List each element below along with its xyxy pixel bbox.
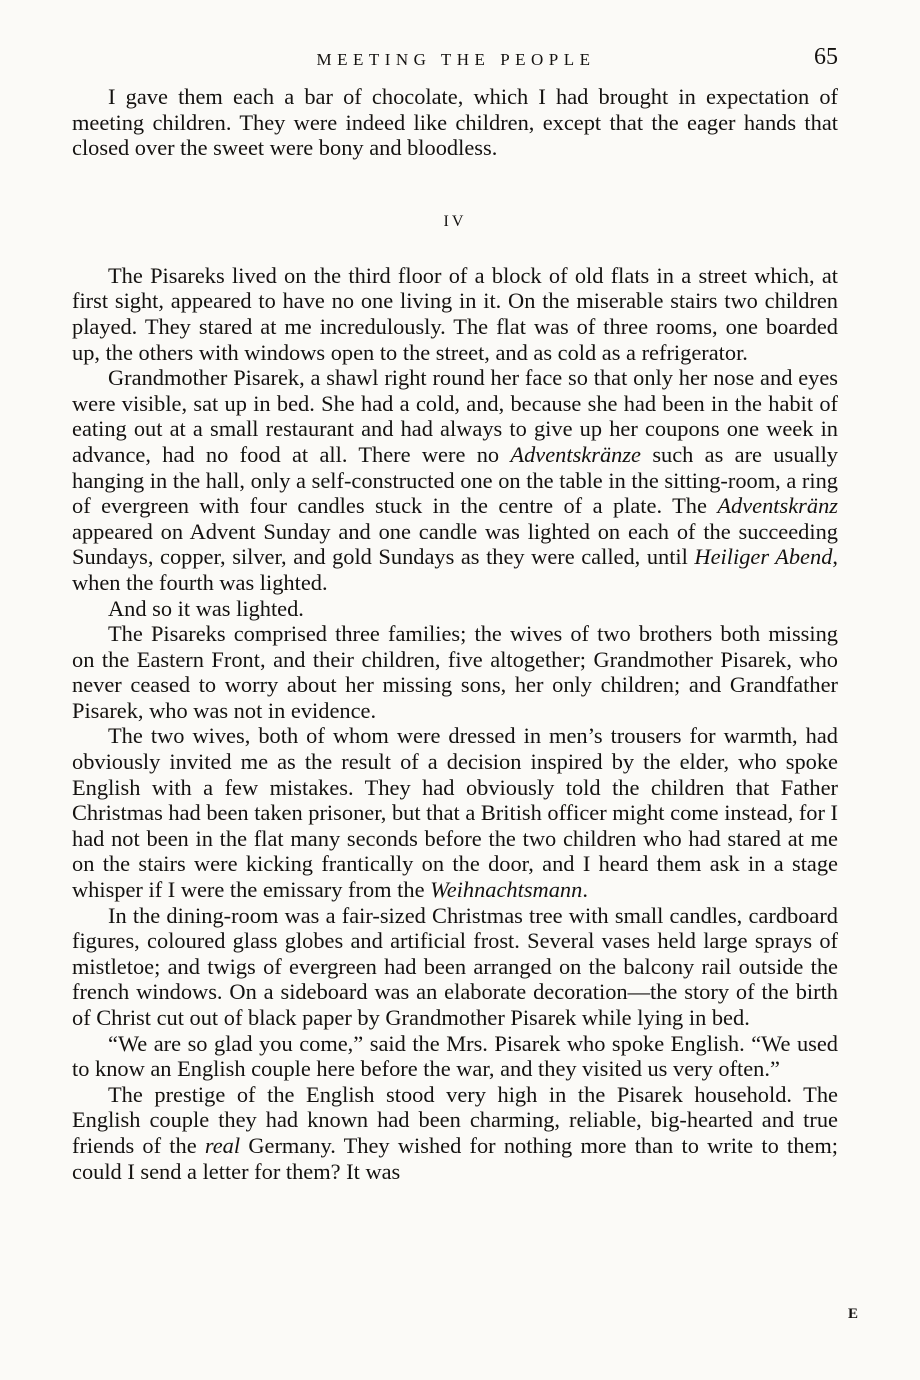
text-run: Germany. They wished for nothing more than to write to them; could I send a letter for them? It was <box>72 1132 838 1184</box>
text-run: The Pisareks comprised three families; the wives of two brothers both missing on the Eastern Front, and their children, five altogether; Grandmother Pisarek, who never ceased to worry about her missing sons, her only children; and Grandfather Pisarek, who was not in evidence. <box>72 621 838 723</box>
paragraph <box>72 365 838 595</box>
paragraph <box>72 903 838 1031</box>
italic-text: Adventskränz <box>717 493 838 519</box>
text-run: And so it was lighted. <box>108 595 304 621</box>
italic-text: Weihnachtsmann <box>430 877 583 903</box>
text-run: In the dining-room was a fair-sized Christmas tree with small candles, cardboard figures, coloured glass globes and artificial frost. Several vases held large sprays of mistletoe; and twigs of evergreen had been arranged on the balcony rail outside the french windows. On a sideboard was an elaborate decoration—the story of the birth of Christ cut out of black paper by Grandmother Pisarek while lying in bed. <box>72 902 838 1030</box>
paragraph <box>72 723 838 902</box>
text-run: Grandmother Pisarek, a shawl right round her face so that only her nose and eyes were visible, sat up in bed. She had a cold, and, because she had been in the habit of eating out at a small restaurant and had always to give up her coupons one week in advance, had no food at all. There were no <box>72 365 838 467</box>
paragraph <box>72 621 838 723</box>
text-run: appeared on Advent Sunday and one candle was lighted on each of the succeeding Sundays, copper, silver, and gold Sundays as they were called, until <box>72 518 838 570</box>
text-run: The Pisareks lived on the third floor of a block of old flats in a street which, at first sight, appeared to have no one living in it. On the miserable stairs two children played. They stared at me incredulously. The flat was of three rooms, one boarded up, the others with windows open to the street, and as cold as a refrigerator. <box>72 262 838 365</box>
paragraph <box>72 1082 838 1184</box>
text-run: . <box>582 877 588 903</box>
paragraph <box>72 596 838 622</box>
paragraph <box>72 84 838 161</box>
text-run: “We are so glad you come,” said the Mrs. Pisarek who spoke English. “We used to know an English couple here before the war, and they visited us very often.” <box>72 1030 838 1082</box>
text-run: , when the fourth was lighted. <box>72 544 838 595</box>
running-head <box>72 44 840 76</box>
italic-text: Heiliger Abend <box>694 544 833 570</box>
text-run: The two wives, both of whom were dressed in men’s trousers for warmth, had obviously invited me as the result of a decision inspired by the elder, who spoke English with a few mistakes. They had obviously told the children that Father Christmas had been taken prisoner, but that a British officer might come instead, for I had not been in the flat many seconds before the two children who had stared at me on the stairs were kicking frantically on the door, and I heard them ask in a stage whisper if I were the emissary from the <box>72 723 838 903</box>
signature-mark: E <box>847 1306 858 1322</box>
italic-text: Adventskränze <box>510 441 641 467</box>
running-title: MEETING THE PEOPLE <box>316 50 596 69</box>
text-run: such as are usually hanging in the hall, only a self-constructed one on the table in the sitting-room, a ring of evergreen with four candles stuck in the centre of a plate. The <box>72 441 838 519</box>
text-run: I gave them each a bar of chocolate, which I had brought in expectation of meeting children. They were indeed like children, except that the eager hands that closed over the sweet were bony and bloodless. <box>72 84 838 161</box>
paragraph <box>72 1031 838 1082</box>
text-run: The prestige of the English stood very high in the Pisarek household. The English couple they had known had been charming, reliable, big-hearted and true friends of the <box>72 1081 838 1158</box>
page-number: 65 <box>814 44 838 70</box>
body-text <box>72 84 838 1184</box>
italic-text: real <box>204 1132 241 1158</box>
section-number: IV <box>443 212 467 230</box>
paragraph <box>72 263 838 365</box>
